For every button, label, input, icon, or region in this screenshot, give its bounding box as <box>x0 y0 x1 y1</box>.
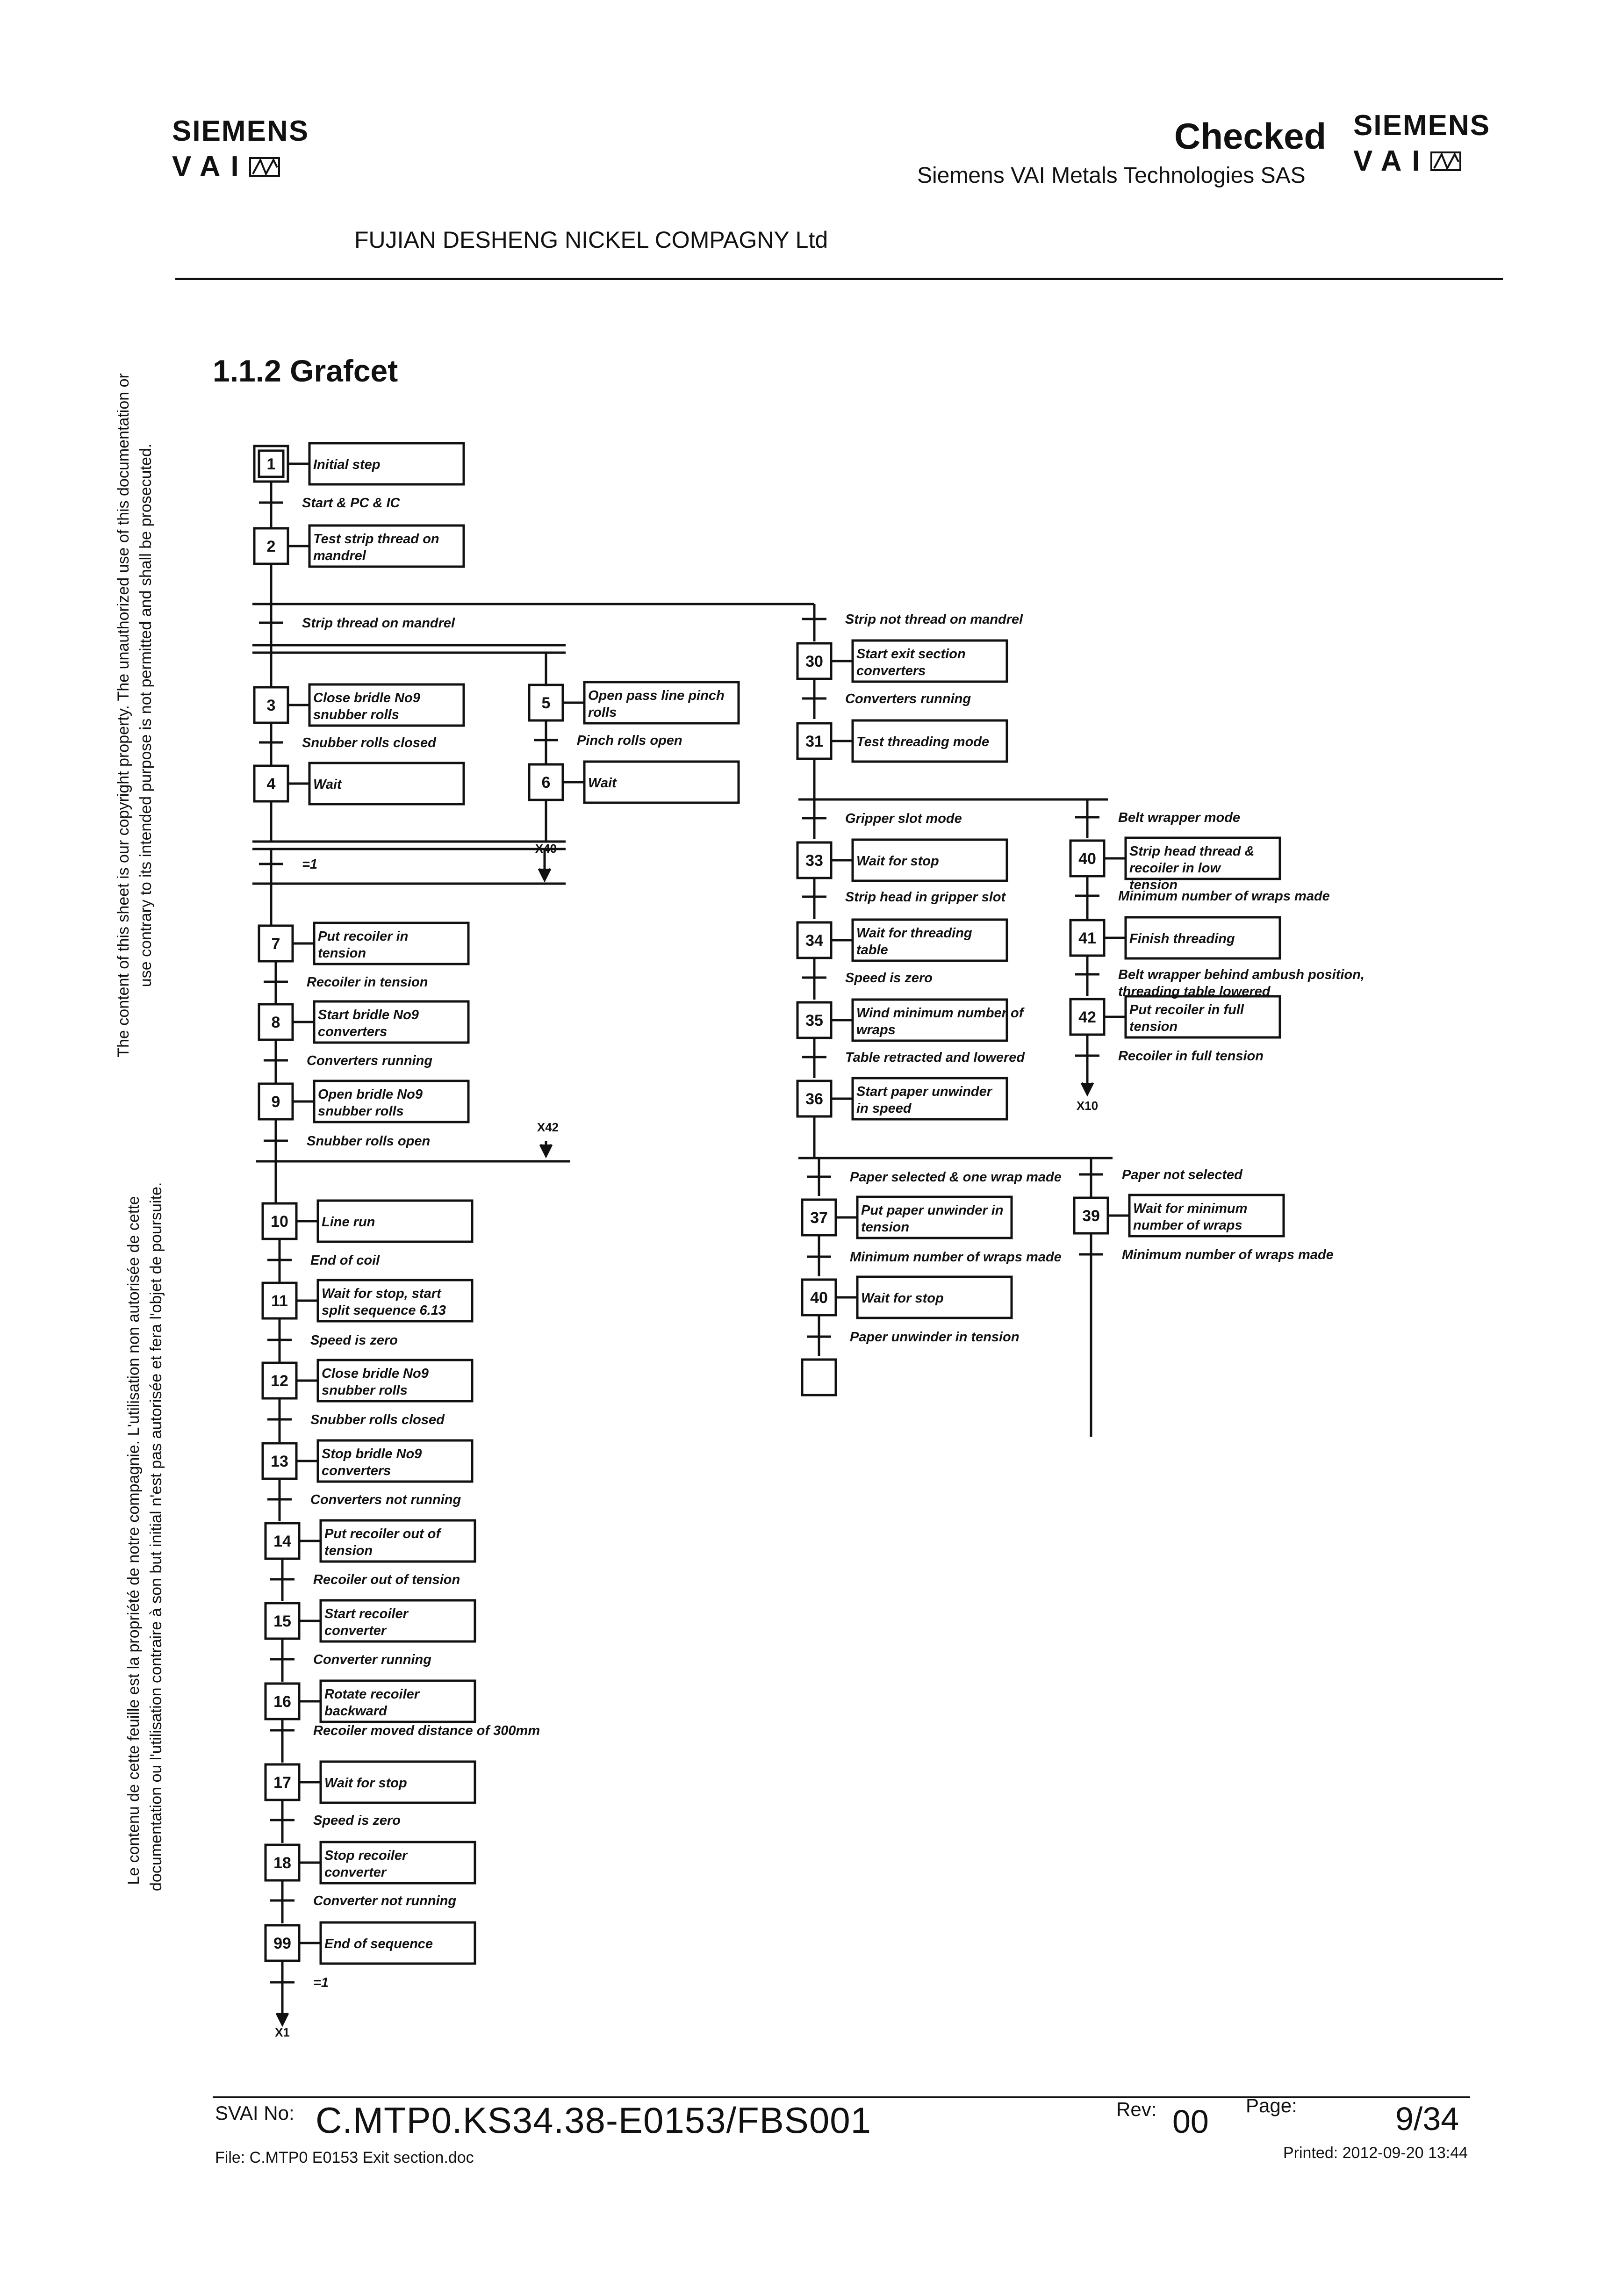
jump-label: X42 <box>537 1120 559 1134</box>
document-number: C.MTP0.KS34.38-E0153/FBS001 <box>316 2100 871 2141</box>
step-number: 11 <box>271 1292 288 1310</box>
page-label: Page: <box>1246 2094 1297 2116</box>
action-text: Close bridle No9 <box>313 691 420 705</box>
step-number: 40 <box>1078 850 1096 868</box>
step-number: 17 <box>273 1774 291 1792</box>
action-text: Line run <box>322 1215 375 1230</box>
transition-label: Paper not selected <box>1122 1167 1242 1182</box>
action-text: converters <box>322 1463 391 1478</box>
action-text: Put recoiler in full <box>1129 1002 1244 1017</box>
step-number: 9 <box>271 1093 280 1111</box>
transition-label: Start & PC & IC <box>302 496 400 511</box>
step-number: 4 <box>266 775 276 793</box>
step-number: 30 <box>805 653 823 670</box>
step-number: 31 <box>805 733 823 750</box>
action-text: Wait for stop <box>856 854 939 869</box>
step-number: 14 <box>273 1533 291 1550</box>
transition-label: Converter running <box>313 1652 431 1667</box>
action-text: backward <box>324 1704 387 1719</box>
step-number: 16 <box>273 1693 291 1711</box>
action-text: table <box>856 943 888 957</box>
action-text: Wind minimum number of <box>856 1006 1024 1021</box>
jump-label: X10 <box>1076 1099 1099 1113</box>
transition-label: Paper unwinder in tension <box>850 1330 1020 1345</box>
transition-label: Speed is zero <box>313 1813 401 1828</box>
copyright-note-english-line2: use contrary to its intended purpose is not permitted and shall be prosecuted. <box>137 443 155 987</box>
transition-label: =1 <box>313 1975 329 1990</box>
action-text: Initial step <box>313 457 381 472</box>
copyright-note-french-line1: Le contenu de cette feuille est la propriété de notre compagnie. L'utilisation non autorisée de cette <box>125 1196 143 1885</box>
file-name: File: C.MTP0 E0153 Exit section.doc <box>215 2149 474 2166</box>
step-number: 6 <box>541 774 551 792</box>
action-text: snubber rolls <box>318 1104 404 1119</box>
action-text: Test strip thread on <box>313 532 439 547</box>
transition-label: Recoiler moved distance of 300mm <box>313 1723 540 1738</box>
transition-label: Recoiler in full tension <box>1118 1049 1264 1064</box>
action-text: Put paper unwinder in <box>861 1203 1004 1218</box>
transition-label: Strip thread on mandrel <box>302 616 455 631</box>
action-text: End of sequence <box>324 1936 433 1951</box>
step-number: 15 <box>273 1612 291 1630</box>
action-text: Wait for minimum <box>1133 1201 1248 1216</box>
action-text: tension <box>1129 878 1178 892</box>
action-text: split sequence 6.13 <box>322 1303 446 1318</box>
transition-label: Gripper slot mode <box>845 811 962 826</box>
step-number: 2 <box>266 538 276 555</box>
action-text: Open pass line pinch <box>588 688 725 703</box>
transition-label: threading table lowered <box>1118 984 1271 999</box>
company-subtitle: Siemens VAI Metals Technologies SAS <box>917 163 1306 188</box>
action-text: recoiler in low <box>1129 861 1221 876</box>
printed-date: Printed: 2012-09-20 13:44 <box>1283 2144 1468 2162</box>
svai-label: SVAI No: <box>215 2102 294 2124</box>
action-text: converters <box>318 1024 388 1039</box>
action-text: mandrel <box>313 548 366 563</box>
transition-label: Pinch rolls open <box>577 733 682 748</box>
step-number: 39 <box>1082 1207 1100 1225</box>
transition-label: Paper selected & one wrap made <box>850 1170 1062 1185</box>
jump-label: X40 <box>535 842 557 856</box>
step-number: 34 <box>805 932 823 950</box>
step-number: 8 <box>271 1014 280 1031</box>
right-logo-vai: VAI <box>1353 145 1430 177</box>
action-text: Open bridle No9 <box>318 1087 423 1102</box>
step-number: 5 <box>541 694 551 712</box>
right-logo-siemens: SIEMENS <box>1353 109 1491 142</box>
transition-label: Converters running <box>845 691 971 706</box>
step-number: 10 <box>271 1213 288 1231</box>
action-text: tension <box>324 1543 373 1558</box>
jump-label: X1 <box>275 2025 290 2039</box>
arrow-head <box>1082 1083 1093 1094</box>
rev-value: 00 <box>1172 2103 1209 2140</box>
action-text: in speed <box>856 1101 912 1116</box>
action-text: Wait for stop, start <box>322 1286 441 1301</box>
action-text: snubber rolls <box>322 1383 408 1398</box>
transition-label: End of coil <box>310 1253 380 1268</box>
step-number: 42 <box>1078 1008 1096 1026</box>
action-text: Wait <box>313 777 342 792</box>
transition-label: Minimum number of wraps made <box>1118 889 1330 904</box>
action-text: Wait for stop <box>861 1291 944 1306</box>
left-logo-siemens: SIEMENS <box>172 115 309 147</box>
action-text: Start exit section <box>856 647 966 662</box>
action-text: wraps <box>856 1022 896 1037</box>
transition-label: Belt wrapper mode <box>1118 810 1241 825</box>
section-title: 1.1.2 Grafcet <box>213 353 398 388</box>
action-text: rolls <box>588 705 617 720</box>
transition-label: Snubber rolls closed <box>302 735 436 750</box>
action-text: Start bridle No9 <box>318 1008 419 1022</box>
action-text: Wait for stop <box>324 1776 407 1791</box>
action-text: Wait <box>588 776 617 791</box>
action-text: Wait for threading <box>856 926 972 941</box>
page-number: 9/34 <box>1395 2101 1459 2137</box>
step-number: 41 <box>1078 929 1096 947</box>
transition-label: Strip head in gripper slot <box>845 890 1006 905</box>
left-logo-vai: VAI <box>172 151 249 183</box>
step-number: 18 <box>273 1854 291 1872</box>
action-text: converters <box>856 663 926 678</box>
copyright-note-english-line1: The content of this sheet is our copyright property. The unauthorized use of this documentation or <box>115 373 132 1058</box>
step-number: 37 <box>810 1209 828 1227</box>
transition-label: Snubber rolls closed <box>310 1412 445 1427</box>
action-text: number of wraps <box>1133 1218 1242 1233</box>
action-text: snubber rolls <box>313 707 399 722</box>
transition-label: Speed is zero <box>310 1333 398 1348</box>
transition-label: =1 <box>302 857 318 872</box>
action-text: Strip head thread & <box>1129 844 1255 859</box>
transition-label: Table retracted and lowered <box>845 1050 1025 1065</box>
transition-label: Snubber rolls open <box>307 1134 431 1149</box>
action-text: Rotate recoiler <box>324 1687 420 1702</box>
action-text: Start recoiler <box>324 1606 408 1621</box>
step-number: 12 <box>271 1372 288 1390</box>
transition-label: Converters running <box>307 1053 433 1068</box>
action-text: Test threading mode <box>856 734 990 749</box>
step-number: 3 <box>266 697 276 714</box>
action-text: tension <box>318 946 366 961</box>
transition-label: Belt wrapper behind ambush position, <box>1118 967 1364 982</box>
arrow-head <box>277 2013 288 2024</box>
checked-label: Checked <box>1174 115 1327 157</box>
transition-label: Recoiler in tension <box>307 975 428 990</box>
arrow-head <box>539 869 550 880</box>
arrow-head <box>540 1144 552 1156</box>
transition-label: Converter not running <box>313 1893 457 1908</box>
step-number: 35 <box>805 1012 823 1029</box>
action-text: converter <box>324 1623 387 1638</box>
transition-label: Strip not thread on mandrel <box>845 612 1023 627</box>
action-text: Finish threading <box>1129 931 1235 946</box>
customer-company: FUJIAN DESHENG NICKEL COMPAGNY Ltd <box>354 227 828 253</box>
transition-label: Recoiler out of tension <box>313 1572 460 1587</box>
action-text: tension <box>1129 1019 1178 1034</box>
step-number: 99 <box>273 1935 291 1952</box>
action-text: tension <box>861 1220 910 1235</box>
action-text: Start paper unwinder <box>856 1084 992 1099</box>
action-text: Close bridle No9 <box>322 1366 429 1381</box>
step-number: 40 <box>810 1289 828 1307</box>
action-text: Stop recoiler <box>324 1848 408 1863</box>
transition-label: Converters not running <box>310 1492 461 1507</box>
action-text: Put recoiler out of <box>324 1526 441 1541</box>
rev-label: Rev: <box>1116 2098 1157 2120</box>
step-number: 1 <box>266 455 276 473</box>
step-box <box>802 1360 836 1395</box>
transition-label: Minimum number of wraps made <box>1122 1247 1334 1262</box>
action-text: Put recoiler in <box>318 929 409 944</box>
action-text: converter <box>324 1865 387 1880</box>
step-number: 7 <box>271 935 280 953</box>
copyright-note-french-line2: documentation ou l'utilisation contraire à son but initial n'est pas autorisée et fera l'objet de poursuite. <box>147 1182 165 1891</box>
action-text: Stop bridle No9 <box>322 1447 422 1461</box>
step-number: 13 <box>271 1453 288 1470</box>
transition-label: Minimum number of wraps made <box>850 1250 1062 1265</box>
step-number: 36 <box>805 1090 823 1108</box>
step-number: 33 <box>805 852 823 870</box>
transition-label: Speed is zero <box>845 971 933 986</box>
